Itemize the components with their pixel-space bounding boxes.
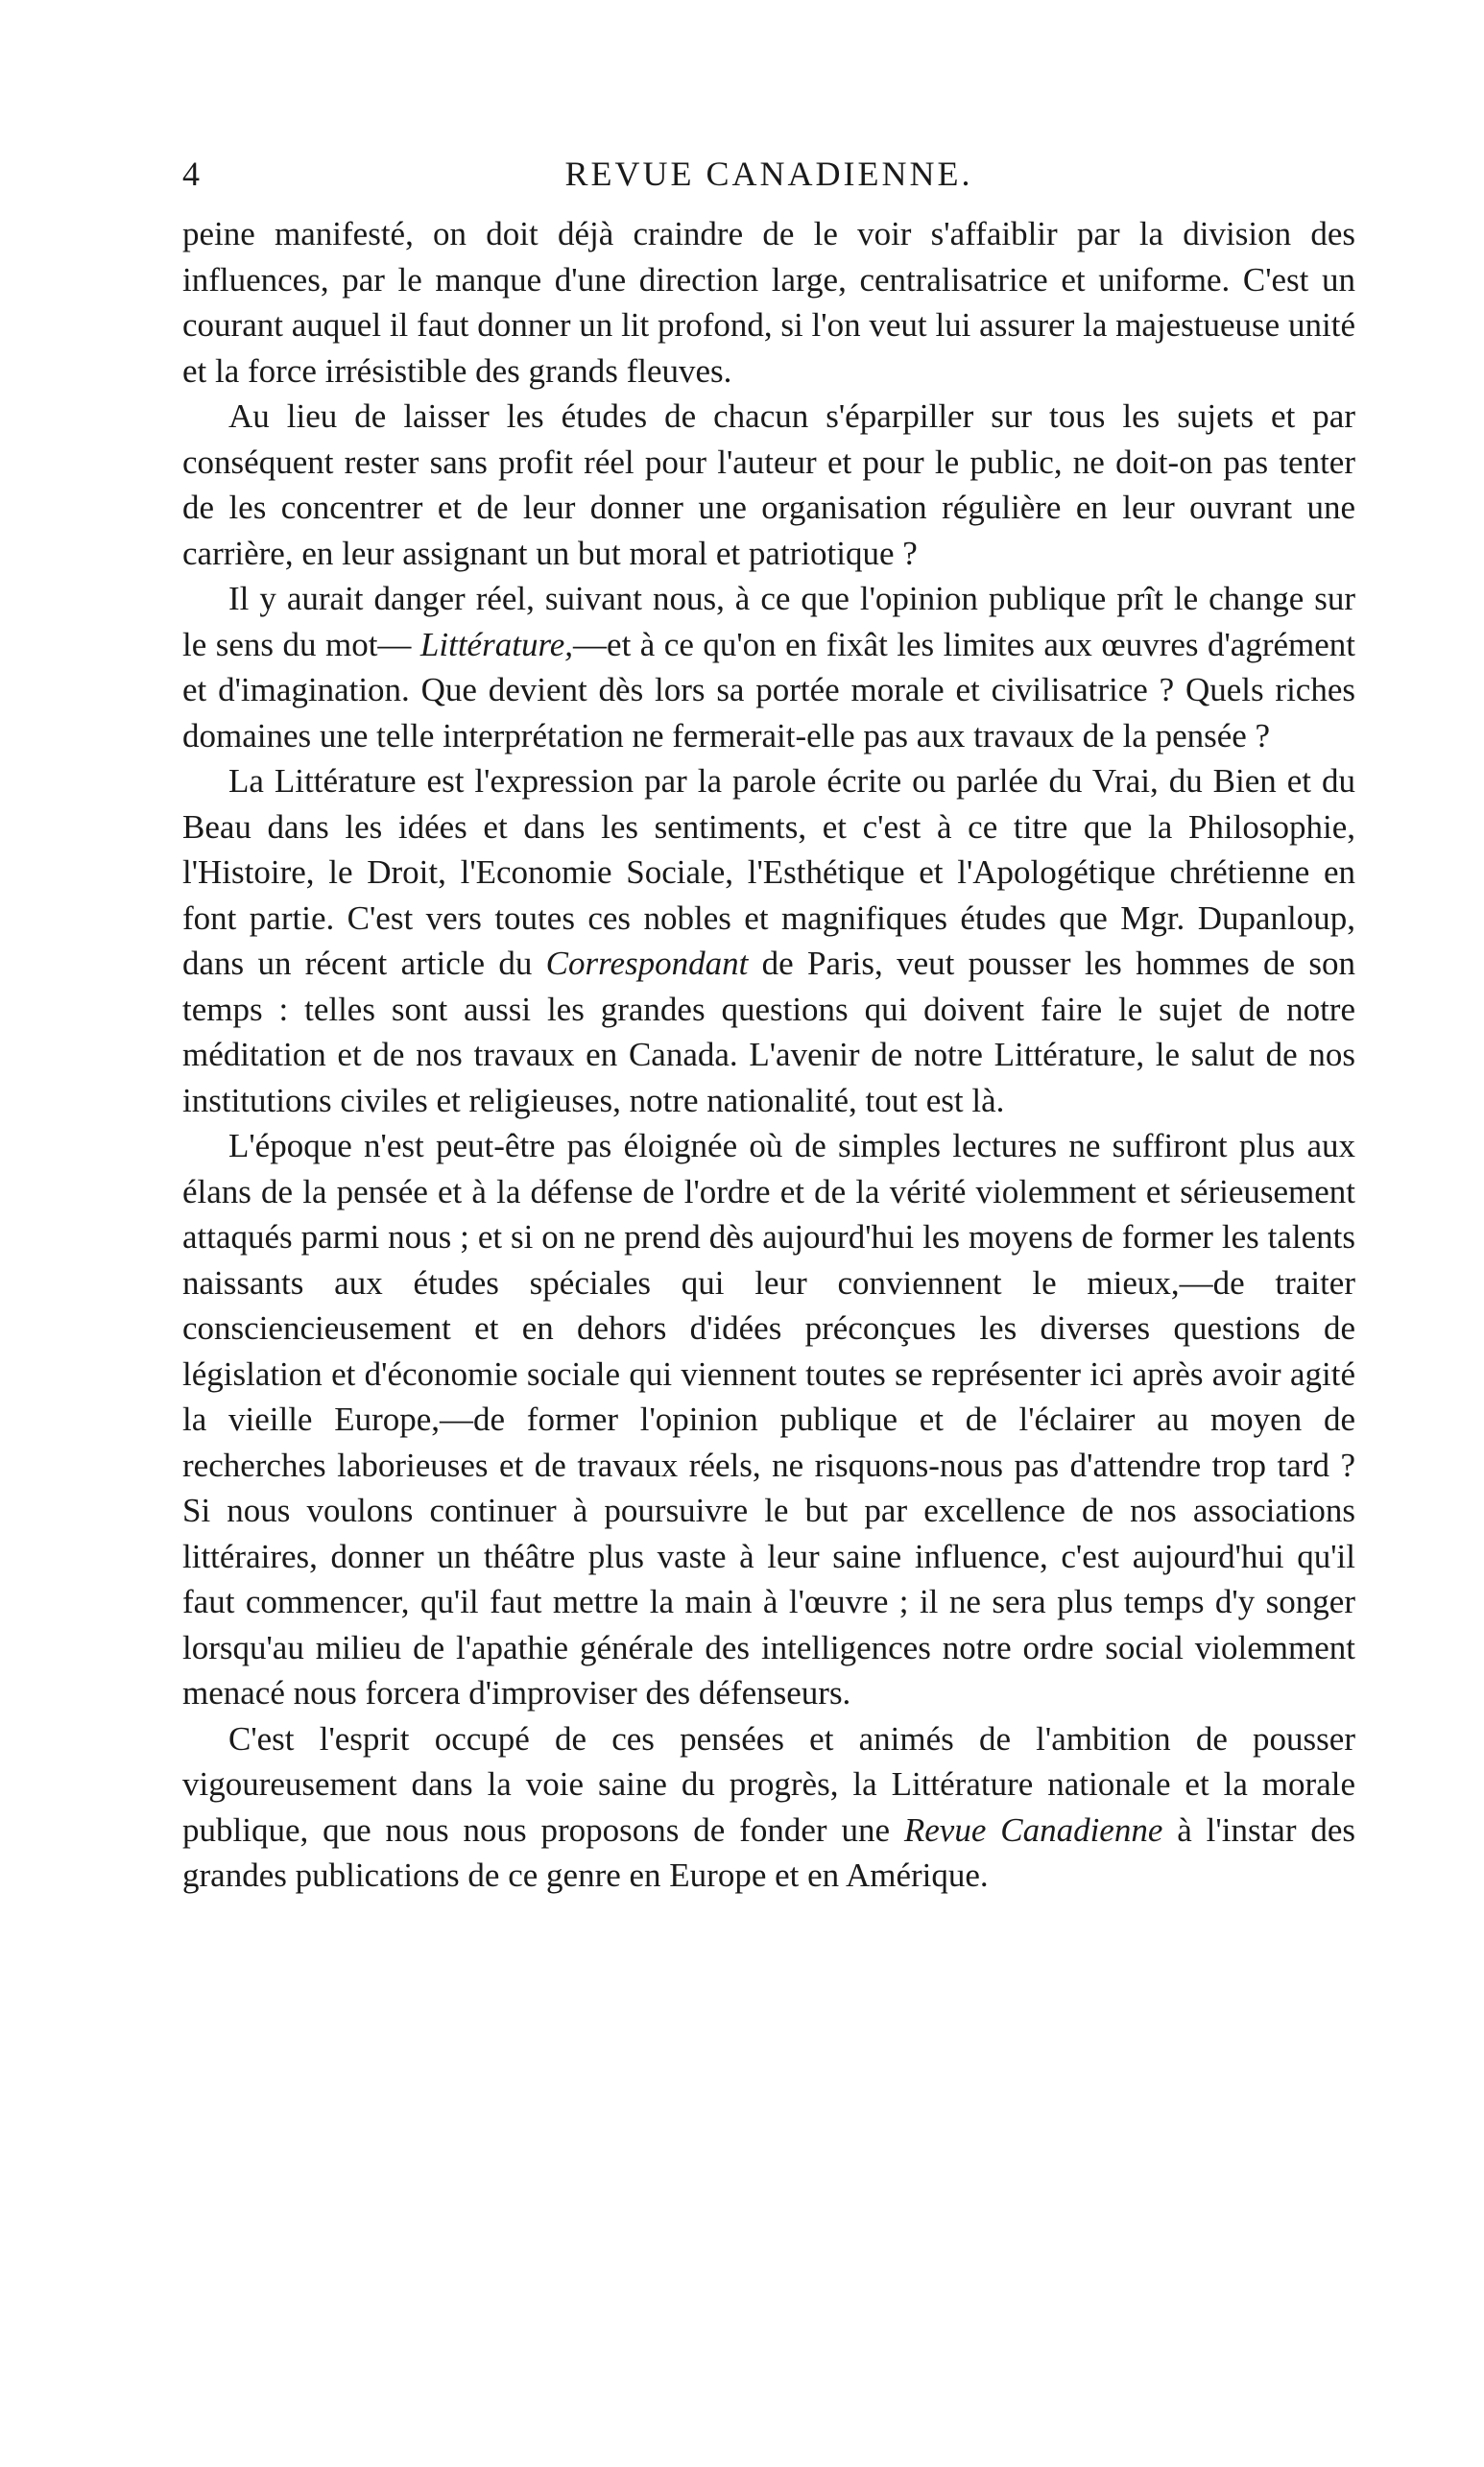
text-segment: L'époque n'est peut-être pas éloignée où de simples lectures ne suffiront plus aux élans de la pensée et à la défense de l'ordre et de la vérité violemment et sérieusement attaqués parmi nous ; et si on ne prend dès aujourd'hui les moyens de former les talents naissants aux études spéciales qui leur conviennent le mieux,—de traiter consciencieusement et en dehors d'idées préconçues les diverses questions de législation et d'économie sociale qui viennent toutes se représenter ici après avoir agité la vieille Europe,—de former l'opinion publique et de l'éclairer au moyen de recherches laborieuses et de travaux réels, ne risquons-nous pas d'attendre trop tard ? Si nous voulons continuer à poursuivre le but par excellence de nos associations littéraires, donner un théâtre plus vaste à leur saine influence, c'est aujourd'hui qu'il faut commencer, qu'il faut mettre la main à l'œuvre ; il ne sera plus temps d'y songer lorsqu'au milieu de l'apathie générale des intelligences notre ordre social violemment menacé nous forcera d'improviser des défenseurs.	[182, 1127, 1355, 1712]
paragraph	[182, 211, 1355, 394]
body-text	[182, 211, 1355, 1899]
text-segment: Au lieu de laisser les études de chacun s'éparpiller sur tous les sujets et par conséquent rester sans profit réel pour l'auteur et pour le public, ne doit-on pas tenter de les concentrer et de leur donner une organisation régulière en leur ouvrant une carrière, en leur assignant un but moral et patriotique ?	[182, 397, 1355, 572]
text-segment: de Paris, veut pousser les hommes de son temps : telles sont aussi les grandes questions qui doivent faire le sujet de notre méditation et de nos travaux en Canada. L'avenir de notre Littérature, le salut de nos institutions civiles et religieuses, notre nationalité, tout est là.	[182, 945, 1355, 1119]
running-title: REVUE CANADIENNE.	[564, 155, 973, 193]
paragraph	[182, 1123, 1355, 1716]
italic-text: Littérature,	[419, 625, 574, 663]
book-page	[182, 154, 1355, 1899]
text-segment: La Littérature est l'expression par la parole écrite ou parlée du Vrai, du Bien et du Beau dans les idées et dans les sentiments, et c'est à ce titre que la Philosophie, l'Histoire, le Droit, l'Economie Sociale, l'Esthétique et l'Apologétique chrétienne en font partie. C'est vers toutes ces nobles et magnifiques études que Mgr. Dupanloup, dans un récent article du	[182, 762, 1355, 982]
italic-text: Revue Canadienne	[903, 1810, 1163, 1849]
page-number: 4	[182, 155, 201, 193]
paragraph	[182, 758, 1355, 1123]
paragraph	[182, 1716, 1355, 1899]
text-segment: C'est l'esprit occupé de ces pensées et animés de l'ambition de pousser vigoureusement dans la voie saine du progrès, la Littérature nationale et la morale publique, que nous nous proposons de fonder une	[182, 1719, 1355, 1849]
text-segment: Il y aurait danger réel, suivant nous, à ce que l'opinion publique prît le change sur le sens du mot—	[182, 580, 1355, 663]
text-segment: —et à ce qu'on en fixât les limites aux œuvres d'agrément et d'imagination. Que devient dès lors sa portée morale et civilisatrice ? Quels riches domaines une telle interprétation ne fermerait-elle pas aux travaux de la pensée ?	[182, 625, 1356, 754]
text-segment: à l'instar des grandes publications de ce genre en Europe et en Amérique.	[182, 1810, 1356, 1894]
italic-text: Correspondant	[545, 945, 749, 982]
text-segment: peine manifesté, on doit déjà craindre de le voir s'affaiblir par la division des influences, par le manque d'une direction large, centralisatrice et uniforme. C'est un courant auquel il faut donner un lit profond, si l'on veut lui assurer la majestueuse unité et la force irrésistible des grands fleuves.	[182, 215, 1355, 390]
paragraph	[182, 394, 1355, 576]
paragraph	[182, 576, 1355, 758]
page-header	[182, 154, 1355, 211]
